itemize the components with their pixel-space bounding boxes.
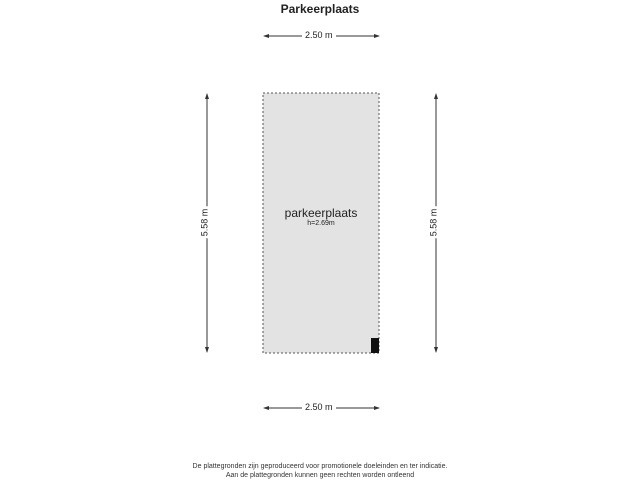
room-height-label: h=2.69m [307,220,335,227]
left-dimension-arrow-top [205,93,209,99]
left-dimension-arrow-bottom [205,347,209,353]
bottom-width-label: 2.50 m [302,402,336,413]
top-dimension-arrow-left [263,34,269,38]
disclaimer-line-2: Aan de plattegronden kunnen geen rechten worden ontleend [225,472,415,479]
top-width-label: 2.50 m [302,30,336,41]
bottom-dimension-arrow-right [374,406,380,410]
top-dimension-arrow-right [374,34,380,38]
disclaimer-line-1: De plattegronden zijn geproduceerd voor promotionele doeleinden en ter indicatie. [192,463,448,470]
room-name-label: parkeerplaats [284,206,358,220]
meter-cabinet-block [371,338,379,353]
page-title: Parkeerplaats [280,2,360,16]
right-dimension-arrow-bottom [434,347,438,353]
bottom-dimension-arrow-left [263,406,269,410]
right-dimension-arrow-top [434,93,438,99]
right-length-label: 5.58 m [428,208,439,237]
left-length-label: 5.58 m [199,208,210,237]
